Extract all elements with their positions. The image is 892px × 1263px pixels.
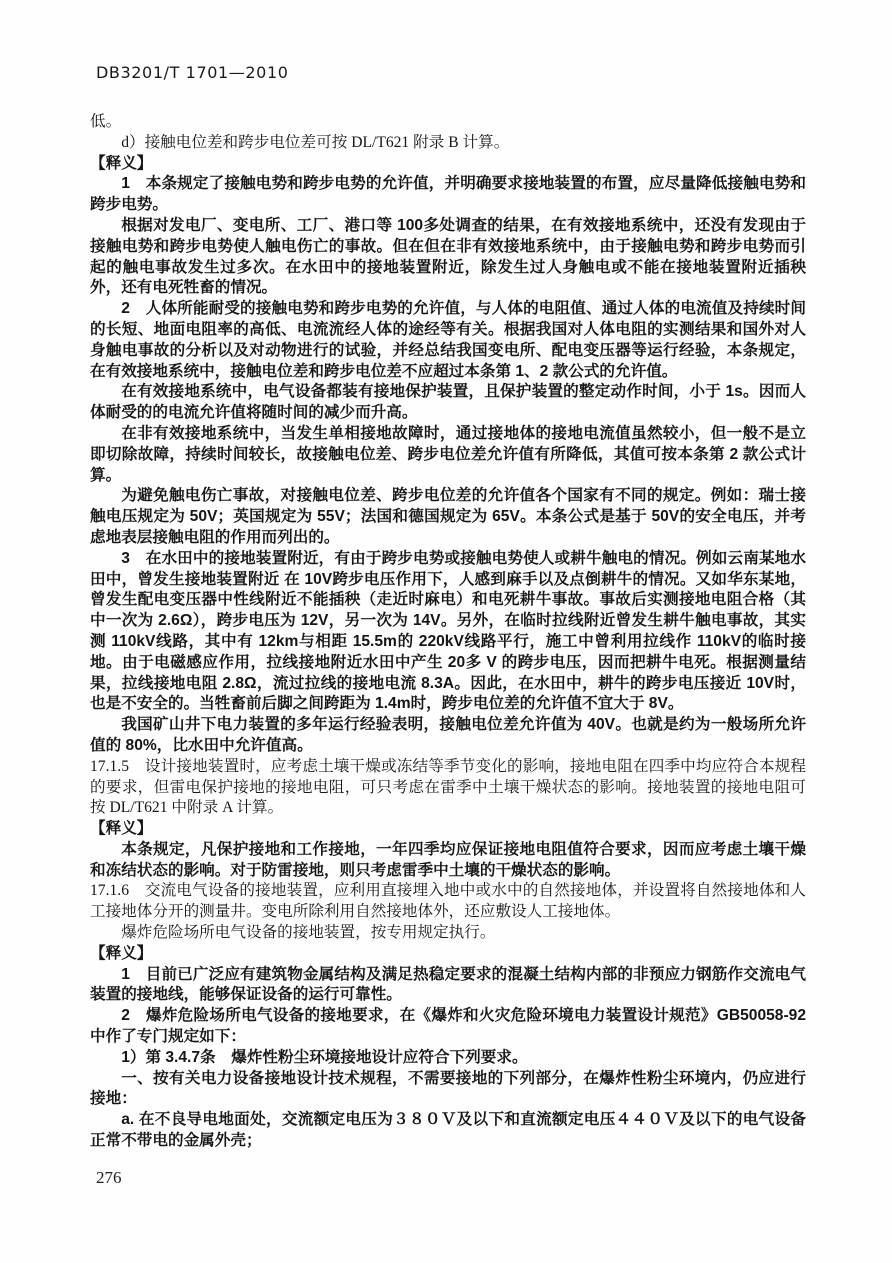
- explanation-item-a: a. 在不良导电地面处，交流额定电压为３８０Ｖ及以下和直流额定电压４４０Ｖ及以下的电气设备正常不带电的金属外壳；: [90, 1111, 806, 1150]
- shiyi-section-label: 【释义】: [90, 944, 153, 962]
- shiyi-section-label: 【释义】: [90, 154, 153, 172]
- explanation-item-3-4-7: 1）第 3.4.7条 爆炸性粉尘环境接地设计应符合下列要求。: [121, 1048, 528, 1066]
- clause-17-1-5: 17.1.5 设计接地装置时，应考虑土壤干燥或冻结等季节变化的影响，接地电阻在四季中均应符合本规程的要求，但雷电保护接地的接地电阻，可只考虑在雷季中土壤干燥状态的影响。接地装置的接地电阻可按 DL/T621 中附录 A 计算。: [90, 757, 806, 817]
- page-number: 276: [96, 1168, 122, 1187]
- explanation-paragraph: 根据对发电厂、变电所、工厂、港口等 100多处调查的结果，在有效接地系统中，还没有发现由于接触电势和跨步电势使人触电伤亡的事故。但在但在非有效接地系统中，由于接触电势和跨步电势而引起的触电事故发生过多次。在水田中的接地装置附近，除发生过人身触电或不能在接地装置附近插秧外，还有电死牲畜的情况。: [90, 216, 806, 297]
- explanation-paragraph: 1 目前已广泛应有建筑物金属结构及满足热稳定要求的混凝土结构内部的非预应力钢筋作交流电气装置的接地线，能够保证设备的运行可靠性。: [90, 965, 806, 1004]
- document-body: [90, 112, 806, 1152]
- explanation-paragraph: 1 本条规定了接触电势和跨步电势的允许值，并明确要求接地装置的布置，应尽量降低接触电势和跨步电势。: [90, 175, 806, 214]
- explanation-paragraph: 3 在水田中的接地装置附近，有由于跨步电势或接触电势使人或耕牛触电的情况。例如云南某地水田中，曾发生接地装置附近 在 10V跨步电压作用下，人感到麻手以及点倒耕牛的情况。又如华东某地，曾发生配电变压器中性线附近不能插秧（走近时麻电）和电死耕牛事故。事故后实测接地电阻合格（其中一次为 2.6Ω），跨步电压为 12V，另一次为 14V。另外，在临时拉线附近曾发生耕牛触电事故，其实测 110kV线路，其中有 12km与相距 15.5m的 220kV线路平行，施工中曾利用拉线作 110kV的临时接地。由于电磁感应作用，拉线接地附近水田中产生 20多 V 的跨步电压，因而把耕牛电死。根据测量结果，拉线接地电阻 2.8Ω，流过拉线的接地电流 8.3A。因此，在水田中，耕牛的跨步电压接近 10V时，也是不安全的。当牲畜前后脚之间跨距为 1.4m时，跨步电位差的允许值不宜大于 8V。: [90, 549, 806, 713]
- explanation-paragraph: 我国矿山井下电力装置的多年运行经验表明，接触电位差允许值为 40V。也就是约为一般场所允许值的 80%，比水田中允许值高。: [90, 716, 806, 754]
- clause-continuation-line: 低。: [90, 113, 122, 130]
- clause-17-1-6: 17.1.6 交流电气设备的接地装置，应利用直接埋入地中或水中的自然接地体，并设置将自然接地体和人工接地体分开的测量井。变电所除利用自然接地体外，还应敷设人工接地体。: [90, 882, 806, 921]
- shiyi-section-label: 【释义】: [90, 820, 153, 838]
- explanation-paragraph: 本条规定，凡保护接地和工作接地，一年四季均应保证接地电阻值符合要求，因而应考虑土壤干燥和冻结状态的影响。对于防雷接地，则只考虑雷季中土壤的干燥状态的影响。: [90, 840, 806, 879]
- explanation-paragraph: 2 爆炸危险场所电气设备的接地要求，在《爆炸和火灾危险环境电力装置设计规范》GB50058-92 中作了专门规定如下：: [90, 1007, 806, 1046]
- explanation-paragraph: 2 人体所能耐受的接触电势和跨步电势的允许值，与人体的电阻值、通过人体的电流值及持续时间的长短、地面电阻率的高低、电流流经人体的途经等有关。根据我国对人体电阻的实测结果和国外对人身触电事故的分析以及对动物进行的试验，并经总结我国变电所、配电变压器等运行经验，本条规定，在有效接地系统中，接触电位差和跨步电位差不应超过本条第 1、2 款公式的允许值。: [90, 300, 806, 380]
- explanation-paragraph: 在非有效接地系统中，当发生单相接地故障时，通过接地体的接地电流值虽然较小，但一般不是立即切除故障，持续时间较长，故接触电位差、跨步电位差允许值有所降低，其值可按本条第 2 款公式计算。: [90, 424, 806, 484]
- explanation-paragraph: 在有效接地系统中，电气设备都装有接地保护装置，且保护装置的整定动作时间，小于 1s。因而人体耐受的的电流允许值将随时间的减少而升高。: [90, 383, 806, 422]
- explanation-paragraph: 为避免触电伤亡事故，对接触电位差、跨步电位差的允许值各个国家有不同的规定。例如：瑞士接触电压规定为 50V；英国规定为 55V；法国和德国规定为 65V。本条公式是基于 50V的安全电压，并考虑地表层接触电阻的作用而列出的。: [90, 487, 806, 546]
- explanation-item-yi: 一、按有关电力设备接地设计技术规程，不需要接地的下列部分，在爆炸性粉尘环境内，仍应进行接地：: [90, 1069, 806, 1108]
- clause-explosive-area-note: 爆炸危险场所电气设备的接地装置，按专用规定执行。: [121, 924, 496, 942]
- clause-item-d: d）接触电位差和跨步电位差可按 DL/T621 附录 B 计算。: [121, 133, 510, 151]
- standard-number-header: DB3201/T 1701—2010: [96, 63, 289, 82]
